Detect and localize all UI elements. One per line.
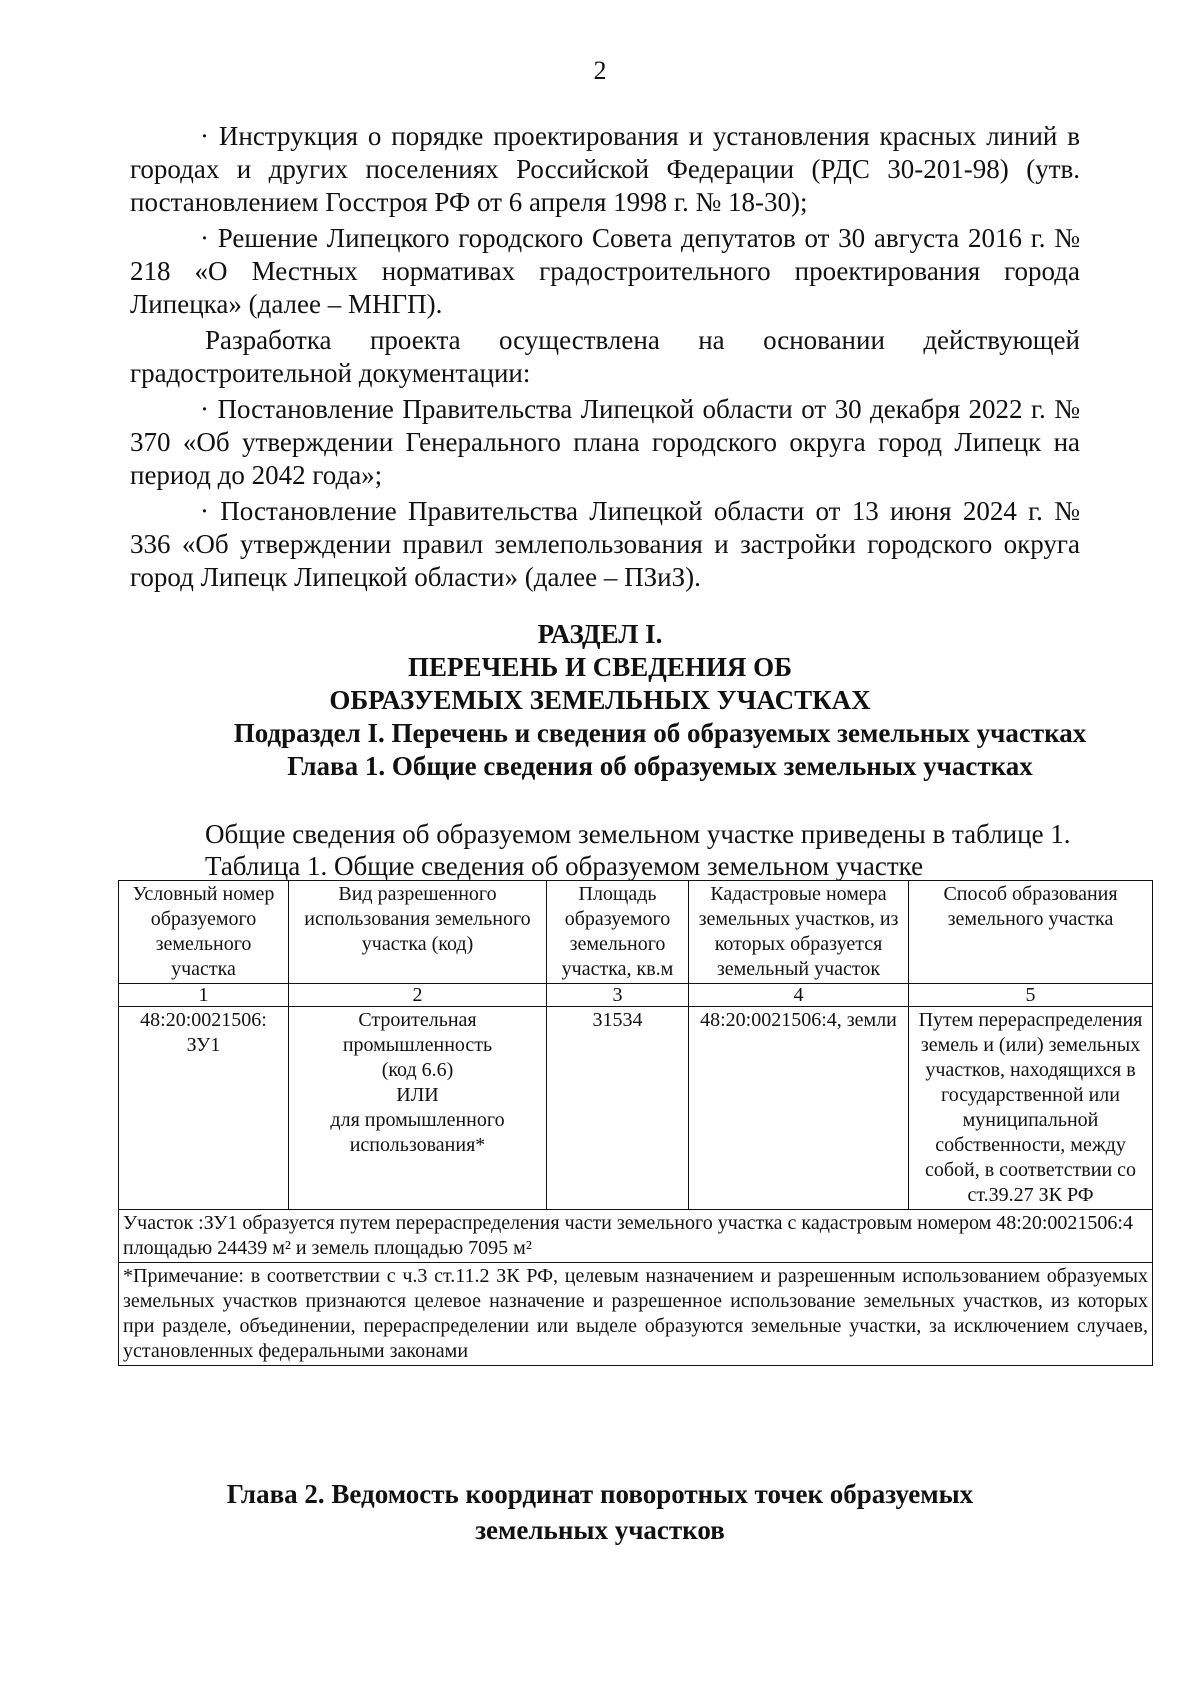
column-number: 1: [119, 984, 289, 1007]
chapter2-title-line1: Глава 2. Ведомость координат поворотных точек образуемых: [226, 1479, 974, 1509]
cell-plot-id: 48:20:0021506: ЗУ1: [119, 1007, 289, 1210]
chapter2-title: [0, 1476, 1200, 1548]
paragraph-mngp: · Решение Липецкого городского Совета депутатов от 30 августа 2016 г. № 218 «О Местных нормативах градостроительного проектирования города Липецка» (далее – МНГП).: [130, 223, 1080, 319]
use-line-3: ИЛИ: [396, 1084, 439, 1106]
use-line-4: для промышленного использования*: [330, 1109, 505, 1156]
header-area: Площадь образуемого земельного участка, кв.м: [547, 881, 689, 984]
column-number: 4: [689, 984, 909, 1007]
page-number: 2: [593, 56, 607, 85]
intro-text: Общие сведения об образуемом земельном участке приведены в таблице 1.: [205, 819, 1071, 849]
table-intro: [205, 818, 1105, 882]
cell-footnote: *Примечание: в соответствии с ч.3 ст.11.2 ЗК РФ, целевым назначением и разрешенным использованием образуемых земельных участков признаются целевое назначение и разрешенное использование земельных участков, из которых при разделе, объединении, перераспределении или выделе образуются земельные участки, за исключением случаев, установленных федеральными законами: [119, 1263, 1153, 1366]
section-title-line1: РАЗДЕЛ I.: [537, 619, 663, 649]
table-row: [119, 1007, 1153, 1210]
column-number: 2: [289, 984, 547, 1007]
land-plots-table: [118, 880, 1153, 1366]
chapter1-title: Глава 1. Общие сведения об образуемых земельных участках: [287, 751, 1033, 781]
section-title-line2: ПЕРЕЧЕНЬ И СВЕДЕНИЯ ОБ: [408, 652, 792, 682]
header-plot-id: Условный номер образуемого земельного участка: [119, 881, 289, 984]
table-note-row: [119, 1210, 1153, 1263]
cell-cadastral: 48:20:0021506:4, земли: [689, 1007, 909, 1210]
header-permitted-use: Вид разрешенного использования земельного участка (код): [289, 881, 547, 984]
table-header-row: [119, 881, 1153, 984]
section-title-line3: ОБРАЗУЕМЫХ ЗЕМЕЛЬНЫХ УЧАСТКАХ: [329, 685, 871, 715]
table-column-number-row: [119, 984, 1153, 1007]
header-formation-method: Способ образования земельного участка: [909, 881, 1153, 984]
use-line-1: Строительная промышленность: [342, 1009, 493, 1056]
paragraph-pziz: · Постановление Правительства Липецкой области от 13 июня 2024 г. № 336 «Об утверждении правил землепользования и застройки городского округа город Липецк Липецкой области» (далее – ПЗиЗ).: [130, 496, 1080, 592]
cell-permitted-use: [289, 1007, 547, 1210]
section-heading: [0, 618, 1200, 783]
land-plots-table-wrap: [118, 880, 1152, 1366]
use-line-2: (код 6.6): [381, 1059, 454, 1081]
cell-formation-method: Путем перераспределения земель и (или) земельных участков, находящихся в государственной или муниципальной собственности, между собой, в соответствии со ст.39.27 ЗК РФ: [909, 1007, 1153, 1210]
paragraph-rds: · Инструкция о порядке проектирования и установления красных линий в городах и других поселениях Российской Федерации (РДС 30-201-98) (утв. постановлением Госстроя РФ от 6 апреля 1998 г. № 18-30);: [130, 121, 1080, 217]
header-cadastral-numbers: Кадастровые номера земельных участков, из которых образуется земельный участок: [689, 881, 909, 984]
subsection-title: Подраздел I. Перечень и сведения об образуемых земельных участках: [233, 718, 1087, 748]
cell-area: 31534: [547, 1007, 689, 1210]
body-text: [130, 120, 1080, 597]
cell-participant-note: Участок :ЗУ1 образуется путем перераспределения части земельного участка с кадастровым номером 48:20:0021506:4 площадью 24439 м² и земель площадью 7095 м²: [119, 1210, 1153, 1263]
chapter2-title-line2: земельных участков: [475, 1515, 725, 1545]
column-number: 3: [547, 984, 689, 1007]
table-footnote-row: [119, 1263, 1153, 1366]
column-number: 5: [909, 984, 1153, 1007]
paragraph-general-plan: · Постановление Правительства Липецкой области от 30 декабря 2022 г. № 370 «Об утверждении Генерального плана городского округа город Липецк на период до 2042 года»;: [130, 394, 1080, 490]
paragraph-basis: Разработка проекта осуществлена на основании действующей градостроительной документации:: [130, 325, 1080, 388]
table-caption: Таблица 1. Общие сведения об образуемом земельном участке: [205, 851, 924, 881]
